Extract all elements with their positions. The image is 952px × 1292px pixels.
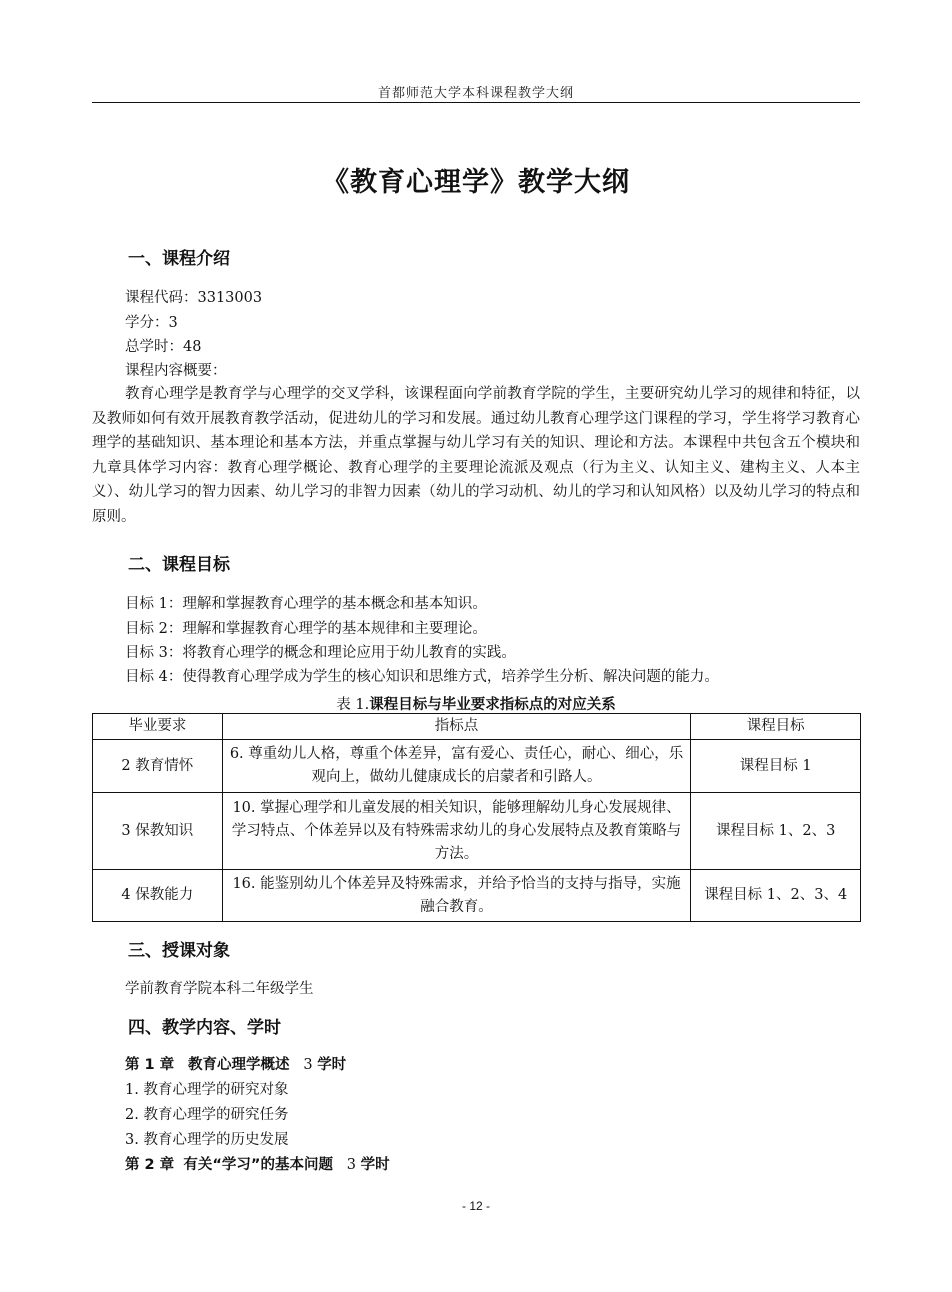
- chapter-heading: [125, 1053, 346, 1074]
- table-row: [93, 870, 861, 922]
- table-cell-indicator: 16. 能鉴别幼儿个体差异及特殊需求，并给予恰当的支持与指导，实施融合教育。: [222, 870, 691, 922]
- table-header-row: [93, 714, 861, 740]
- table-caption-prefix: 表 1.: [336, 697, 370, 713]
- goal-item: 目标 4：使得教育心理学成为学生的核心知识和思维方式，培养学生分析、解决问题的能力。: [125, 669, 719, 685]
- page-number: - 12 -: [461, 1199, 490, 1213]
- table-caption: [92, 693, 860, 714]
- list-item: 2. 教育心理学的研究任务: [125, 1107, 289, 1123]
- course-credits: 学分：3: [125, 315, 178, 331]
- table-cell-indicator: 10. 掌握心理学和儿童发展的相关知识，能够理解幼儿身心发展规律、学习特点、个体差异以及有特殊需求幼儿的身心发展特点及教育策略与方法。: [222, 793, 691, 870]
- table-cell-requirement: 2 教育情怀: [93, 740, 223, 793]
- course-code: 课程代码：3313003: [125, 290, 263, 306]
- goal-item: 目标 3：将教育心理学的概念和理论应用于幼儿教育的实践。: [125, 645, 516, 661]
- audience-text: 学前教育学院本科二年级学生: [125, 981, 314, 997]
- table-row: [93, 793, 861, 870]
- table-header-cell: 课程目标: [691, 714, 861, 740]
- goal-item: 目标 1：理解和掌握教育心理学的基本概念和基本知识。: [125, 596, 487, 612]
- chapter-title: 有关“学习”的基本问题: [183, 1157, 333, 1173]
- table-row: [93, 740, 861, 793]
- table-cell-requirement: 3 保教知识: [93, 793, 223, 870]
- table-cell-goal: 课程目标 1、2、3: [691, 793, 861, 870]
- list-item: 1. 教育心理学的研究对象: [125, 1082, 289, 1098]
- chapter-hours-number: 3: [346, 1157, 357, 1173]
- chapter-hours-number: 3: [303, 1057, 313, 1073]
- header-rule: [92, 102, 860, 103]
- chapter-hours-unit: 学时: [317, 1057, 347, 1073]
- section-heading-goals: 二、课程目标: [128, 555, 230, 575]
- course-hours: 总学时：48: [125, 339, 202, 355]
- table-header-cell: 指标点: [222, 714, 691, 740]
- table-cell-indicator: 6. 尊重幼儿人格，尊重个体差异，富有爱心、责任心，耐心、细心，乐观向上，做幼儿健康成长的启蒙者和引路人。: [222, 740, 691, 793]
- document-title: 《教育心理学》教学大纲: [322, 167, 630, 198]
- table-cell-requirement: 4 保教能力: [93, 870, 223, 922]
- chapter-title: 教育心理学概述: [188, 1057, 290, 1073]
- requirements-table: [92, 713, 861, 922]
- course-summary: 教育心理学是教育学与心理学的交叉学科，该课程面向学前教育学院的学生，主要研究幼儿学习的规律和特征，以及教师如何有效开展教育教学活动，促进幼儿的学习和发展。通过幼儿教育心理学这门课程的学习，学生将学习教育心理学的基础知识、基本理论和基本方法，并重点掌握与幼儿学习有关的知识、理论和方法。本课程中共包含五个模块和九章具体学习内容：教育心理学概论、教育心理学的主要理论流派及观点（行为主义、认知主义、建构主义、人本主义）、幼儿学习的智力因素、幼儿学习的非智力因素（幼儿的学习动机、幼儿的学习和认知风格）以及幼儿学习的特点和原则。: [92, 386, 860, 525]
- section-heading-intro: 一、课程介绍: [128, 249, 230, 269]
- table-caption-text: 课程目标与毕业要求指标点的对应关系: [369, 697, 616, 713]
- list-item: 3. 教育心理学的历史发展: [125, 1132, 289, 1148]
- chapter-hours-unit: 学时: [360, 1157, 390, 1173]
- table-header-cell: 毕业要求: [93, 714, 223, 740]
- chapter-number: 第 2 章: [125, 1157, 175, 1173]
- section-heading-content: 四、教学内容、学时: [128, 1018, 281, 1038]
- table-cell-goal: 课程目标 1、2、3、4: [691, 870, 861, 922]
- summary-label: 课程内容概要：: [125, 363, 227, 379]
- table-cell-goal: 课程目标 1: [691, 740, 861, 793]
- chapter-heading: [125, 1153, 390, 1174]
- goal-item: 目标 2：理解和掌握教育心理学的基本规律和主要理论。: [125, 621, 487, 637]
- chapter-number: 第 1 章: [125, 1057, 175, 1073]
- running-header: 首都师范大学本科课程教学大纲: [377, 86, 574, 101]
- section-heading-audience: 三、授课对象: [128, 941, 230, 961]
